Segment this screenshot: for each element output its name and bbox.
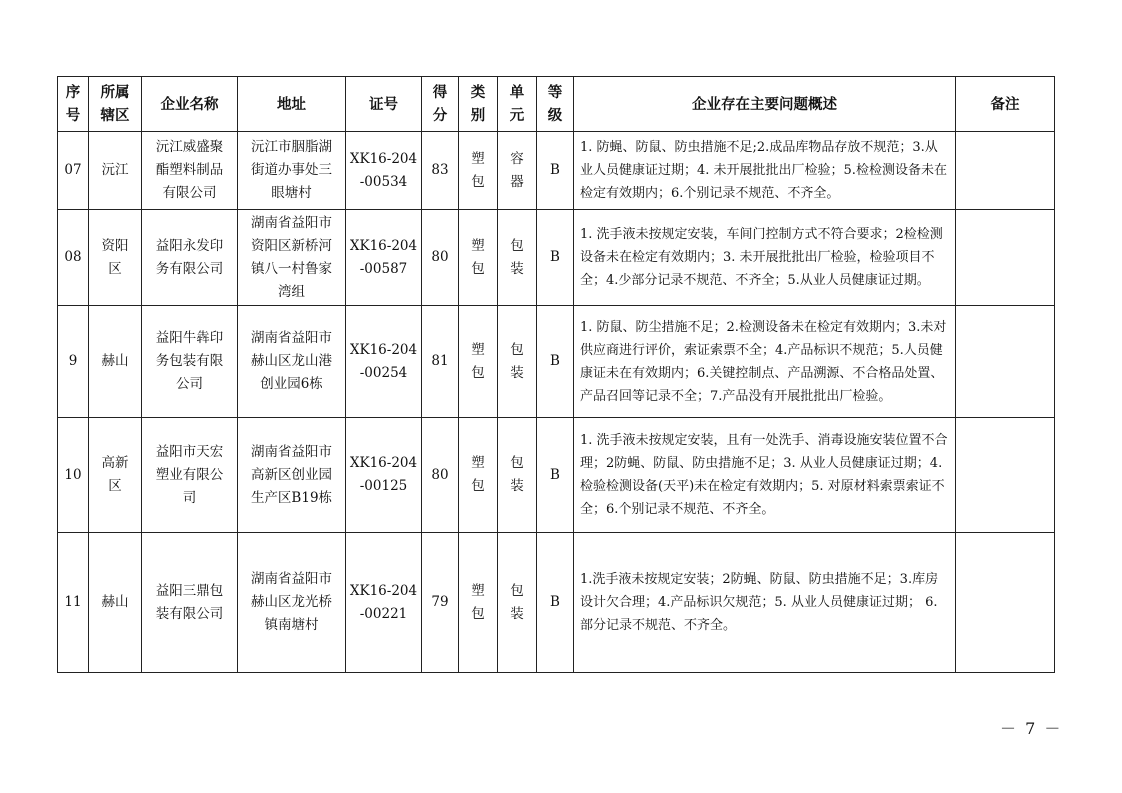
- cell-category: 塑 包: [459, 418, 498, 533]
- cell-company: 益阳市天宏 塑业有限公 司: [142, 418, 238, 533]
- page-number: － 7 －: [1000, 719, 1063, 738]
- cell-license: XK16-204 -00221: [346, 533, 422, 673]
- cell-grade: B: [537, 533, 574, 673]
- cell-district: 赫山: [89, 533, 142, 673]
- cell-category: 塑 包: [459, 533, 498, 673]
- cell-company: 益阳牛犇印 务包装有限 公司: [142, 306, 238, 418]
- table-header-row: [58, 77, 1055, 132]
- cell-address: 沅江市胭脂湖 街道办事处三 眼塘村: [238, 132, 346, 210]
- cell-issues: 1. 防鼠、防尘措施不足；2.检测设备未在检定有效期内；3.未对供应商进行评价，索证索票不全；4.产品标识不规范；5.人员健康证未在有效期内；6.关键控制点、产品溯源、不合格品处置、产品召回等记录不全；7.产品没有开展批批出厂检验。: [574, 306, 956, 418]
- cell-remarks: [956, 533, 1055, 673]
- cell-issues: 1. 洗手液未按规定安装，且有一处洗手、消毒设施安装位置不合理；2防蝇、防鼠、防虫措施不足；3. 从业人员健康证过期；4.检验检测设备(天平)未在检定有效期内；5. 对原材料索票索证不全；6.个别记录不规范、不齐全。: [574, 418, 956, 533]
- table-row: [58, 533, 1055, 673]
- table-row: [58, 418, 1055, 533]
- cell-address: 湖南省益阳市 高新区创业园 生产区B19栋: [238, 418, 346, 533]
- table-row: [58, 132, 1055, 210]
- cell-issues: 1. 防蝇、防鼠、防虫措施不足;2.成品库物品存放不规范；3.从业人员健康证过期；4. 未开展批批出厂检验；5.检检测设备未在检定有效期内；6.个别记录不规范、不齐全。: [574, 132, 956, 210]
- header-grade: 等 级: [537, 77, 574, 132]
- cell-category: 塑 包: [459, 132, 498, 210]
- header-seq: 序 号: [58, 77, 89, 132]
- cell-unit: 包 装: [498, 306, 537, 418]
- cell-grade: B: [537, 132, 574, 210]
- cell-remarks: [956, 306, 1055, 418]
- cell-score: 80: [422, 210, 459, 306]
- header-unit: 单 元: [498, 77, 537, 132]
- cell-seq: 08: [58, 210, 89, 306]
- table-row: [58, 306, 1055, 418]
- cell-license: XK16-204 -00125: [346, 418, 422, 533]
- cell-unit: 包 装: [498, 533, 537, 673]
- inspection-table-container: [57, 76, 1055, 673]
- cell-district: 高新 区: [89, 418, 142, 533]
- cell-unit: 包 装: [498, 210, 537, 306]
- inspection-results-table: [57, 76, 1055, 673]
- header-license: 证号: [346, 77, 422, 132]
- cell-remarks: [956, 132, 1055, 210]
- cell-district: 沅江: [89, 132, 142, 210]
- cell-seq: 9: [58, 306, 89, 418]
- cell-score: 83: [422, 132, 459, 210]
- cell-company: 益阳三鼎包 装有限公司: [142, 533, 238, 673]
- cell-category: 塑 包: [459, 306, 498, 418]
- cell-license: XK16-204 -00587: [346, 210, 422, 306]
- header-remarks: 备注: [956, 77, 1055, 132]
- cell-district: 赫山: [89, 306, 142, 418]
- table-row: [58, 210, 1055, 306]
- cell-unit: 包 装: [498, 418, 537, 533]
- header-issues: 企业存在主要问题概述: [574, 77, 956, 132]
- cell-category: 塑 包: [459, 210, 498, 306]
- cell-seq: 10: [58, 418, 89, 533]
- header-company: 企业名称: [142, 77, 238, 132]
- cell-grade: B: [537, 418, 574, 533]
- cell-issues: 1.洗手液未按规定安装；2防蝇、防鼠、防虫措施不足；3.库房设计欠合理；4.产品标识欠规范；5. 从业人员健康证过期； 6.部分记录不规范、不齐全。: [574, 533, 956, 673]
- cell-license: XK16-204 -00254: [346, 306, 422, 418]
- header-score: 得 分: [422, 77, 459, 132]
- cell-seq: 07: [58, 132, 89, 210]
- header-district: 所属 辖区: [89, 77, 142, 132]
- cell-grade: B: [537, 210, 574, 306]
- cell-license: XK16-204 -00534: [346, 132, 422, 210]
- cell-grade: B: [537, 306, 574, 418]
- cell-remarks: [956, 210, 1055, 306]
- cell-address: 湖南省益阳市 资阳区新桥河 镇八一村鲁家 湾组: [238, 210, 346, 306]
- cell-seq: 11: [58, 533, 89, 673]
- cell-unit: 容 器: [498, 132, 537, 210]
- cell-district: 资阳 区: [89, 210, 142, 306]
- cell-remarks: [956, 418, 1055, 533]
- header-category: 类 别: [459, 77, 498, 132]
- cell-score: 81: [422, 306, 459, 418]
- cell-address: 湖南省益阳市 赫山区龙光桥 镇南塘村: [238, 533, 346, 673]
- header-address: 地址: [238, 77, 346, 132]
- cell-company: 益阳永发印 务有限公司: [142, 210, 238, 306]
- cell-address: 湖南省益阳市 赫山区龙山港 创业园6栋: [238, 306, 346, 418]
- cell-company: 沅江威盛聚 酯塑料制品 有限公司: [142, 132, 238, 210]
- cell-issues: 1. 洗手液未按规定安装，车间门控制方式不符合要求；2检检测设备未在检定有效期内；3. 未开展批批出厂检验，检验项目不全；4.少部分记录不规范、不齐全；5.从业人员健康证过期。: [574, 210, 956, 306]
- cell-score: 79: [422, 533, 459, 673]
- cell-score: 80: [422, 418, 459, 533]
